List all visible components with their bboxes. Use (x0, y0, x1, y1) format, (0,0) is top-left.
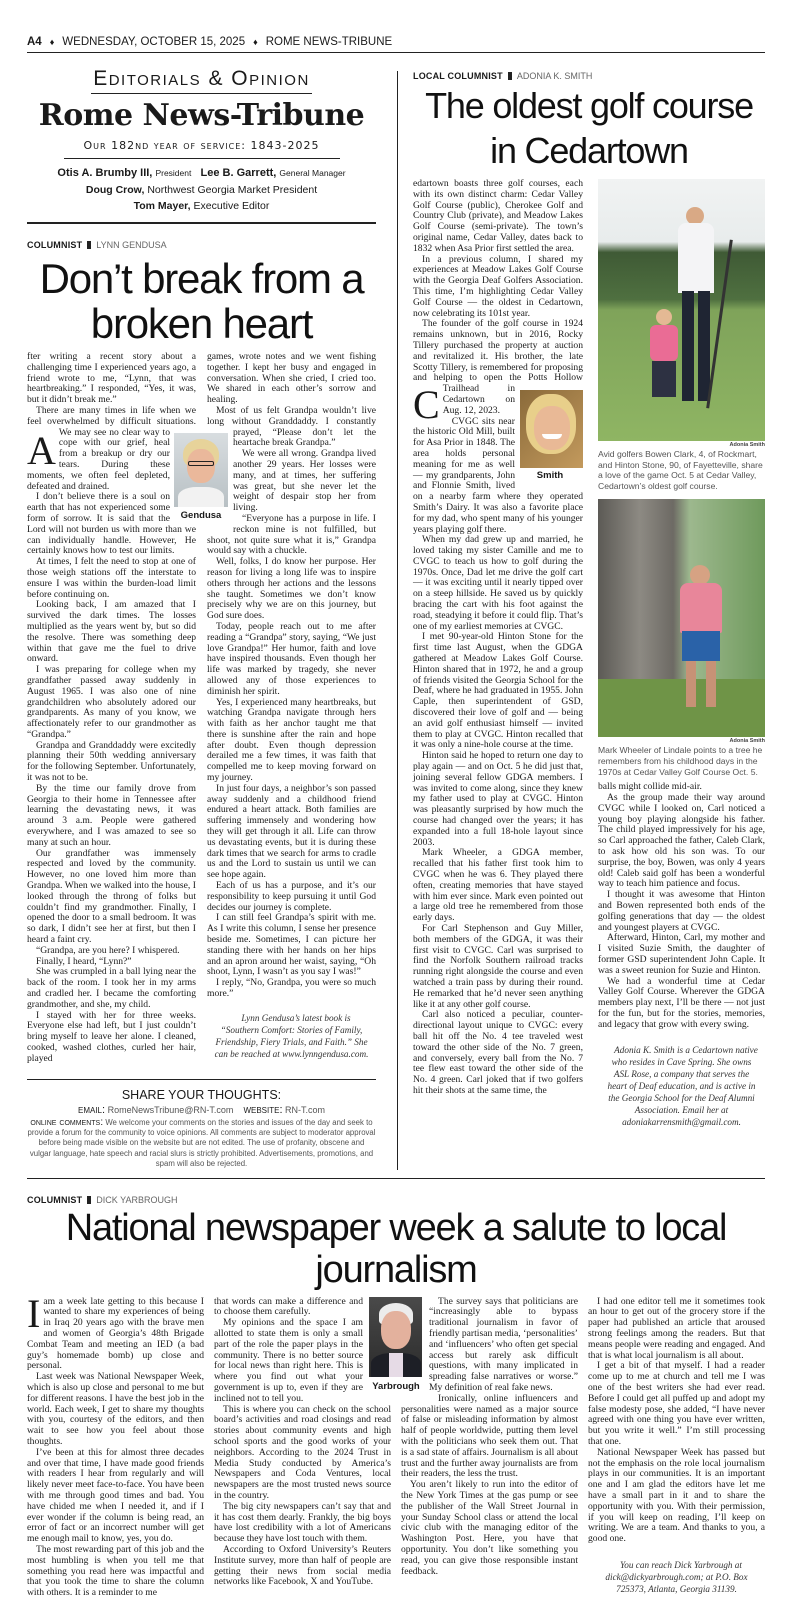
paragraph: Each of us has a purpose, and it’s our responsibility to keep pursuing it until God decides our journey is complete. (207, 880, 376, 913)
masthead (27, 67, 376, 212)
paragraph: balls might collide mid-air. (598, 781, 702, 793)
comments-label: online comments: (30, 1115, 104, 1128)
paragraph: am a week late getting to this because I wanted to share my experiences of being in Iraq 20 years ago with the brave men and women of Georgia’s 48th Brigade Combat Team and meeting an IED (a bad guy’s homemade bomb) up close and personal. (27, 1295, 204, 1372)
gendusa-headshot (174, 433, 228, 507)
paragraph: We were all wrong. Grandpa lived another 29 years. Her losses were many, and at times, her suffering was great, but she never let the weight of despair stop her from living. (233, 448, 376, 514)
paragraph: fter writing a recent story about a challenging time I experienced years ago, a friend wrote to me, “Lynn, that was heartbreaking.” I responded, “Yes, it was, but it didn’t break me.” (27, 351, 196, 406)
section-title: Editorials & Opinion (91, 67, 312, 94)
email-link[interactable]: RomeNewsTribune@RN-T.com (107, 1104, 234, 1115)
staff-title: President (155, 168, 192, 178)
paragraph: We had a wonderful time at Cedar Valley Golf Course. Wherever the GDGA members play next, I’ll be there — not just for the fun, but for the stories, memories, and legacy that grow with every swing. (598, 975, 765, 1030)
paragraph: Yes, I experienced many heartbreaks, but watching Grandpa navigate through hers with faith as her anchor taught me that there is sunshine after the rain and hope after doubt. Even though depression derailed me a few times, it was faith that compelled me to keep moving forward on my journey. (207, 696, 376, 784)
staff-name: Tom Mayer, (133, 200, 191, 212)
paragraph: According to Oxford University’s Reuters Institute survey, more than half of people are getting their news from social media networks like Facebook, X and YouTube. (214, 1543, 391, 1588)
left-section (27, 67, 376, 1170)
kicker-label: COLUMNIST (27, 1194, 83, 1205)
paragraph: In just four days, a neighbor’s son passed away suddenly and a childhood friend endured a heart attack. Both families are suffering immensely and wondering how they will get through it all. Life can throw us devastating events, but it is during these dark times that we search for arms to cradle us and the Lord to sustain us until we can see hope again. (207, 782, 376, 881)
comments-policy: We welcome your comments on the stories and issues of the day and seek to provide a forum for the community to voice opinions. All comments are subject to moderator approval before being made visible on the website but are not edited. The use of profanity, obscene and vulgar language, hate speech and racial slurs is strictly prohibited. Advertisements, promotions, and spam will also be rejected. (27, 1117, 376, 1169)
paragraph: that words can make a difference and to choose them carefully. (214, 1295, 363, 1318)
paragraph: Last week was National Newspaper Week, which is also up close and personal to me but for different reasons. I have the best job in the world. Each week, I get to share my thoughts with you, courtesy of the editors, and then wait to see how you feel about those thoughts. (27, 1371, 204, 1447)
author-name: LYNN GENDUSA (96, 240, 167, 250)
website-link[interactable]: RN-T.com (285, 1104, 326, 1115)
paragraph: I met 90-year-old Hinton Stone for the first time last August, when the GDGA gathered at Meadow Lakes Golf Course. Hinton shared that in 1972, he and a group of friends visited the Georgia School for the Deaf, where he had graduated in 1955. John Caple, then superintendent of GSD, discovered their love of golf and — being an avid golf enthusiast himself — invited them to play at CVGC. Hinton recalled that it was only a nine-hole course at the time. (413, 631, 583, 751)
paragraph: Looking back, I am amazed that I survived the dark times. The losses multiplied as the years went by, but so did the resolve. There was something deep within that gave me the fuel to drive onward. (27, 599, 196, 665)
photo-credit: Adonia Smith (729, 442, 765, 448)
paragraph: I reply, “No, Grandpa, you were so much more.” (207, 977, 376, 1000)
paper-name: ROME NEWS-TRIBUNE (265, 36, 393, 48)
paragraph: At times, I felt the need to stop at one of those weigh stations off the interstate to ensure I was within the burden-load limit before continuing on. (27, 556, 196, 600)
gendusa-kicker (27, 240, 376, 250)
yarbrough-body (27, 1290, 765, 1599)
paragraph: National Newspaper Week has passed but not the emphasis on the role local journalism plays in our communities. It is an important one and I am glad the editors have let me have a small part in it and to share the opportunity with you. With their permission, if you will keep on reading, I’ll keep on writing. We are a team. And thanks to you, a good one. (588, 1446, 765, 1545)
photo-caption: Mark Wheeler of Lindale points to a tree he remembers from his childhood days in the 1970s at Cedar Valley Golf Course Oct. 5. (598, 745, 763, 777)
paragraph: games, wrote notes and we went fishing together. I kept her busy and engaged in conversation. When she cried, I cried too. We shared in each other’s sorrow and healing. (207, 351, 376, 406)
website-label: website: (243, 1103, 283, 1116)
paragraph: I can still feel Grandpa’s spirit with me. As I write this column, I sense her presence beside me. Sometimes, I can picture her standing there with her hands on her hips and an apron around her waist, saying, “Oh shoot, Lynn, I wasn’t as you say I was!” (207, 912, 376, 978)
paragraph: I’ve been at this for almost three decades and over that time, I have made good friends with readers I hear from regularly and will likely never meet face-to-face. You have been with me through good times and bad. You have chided me when I needed it, and if I ever wonder if the column is being read, an error of fact or an incorrect number will get me enough mail to know, yes, you do. (27, 1446, 204, 1545)
headline-line: The oldest golf course (425, 85, 753, 126)
page-number: A4 (27, 36, 42, 48)
paragraph: For Carl Stephenson and Guy Miller, both members of the GDGA, it was their first visit to CVGC. Carl was surprised to find the Norfolk Southern railroad tracks running right alongside the course and even watched a train pass by during their round. He remarked that he’d never seen anything like it at any other golf course. (413, 922, 583, 1010)
separator: ♦ (253, 37, 258, 47)
headline-line: in Cedartown (490, 130, 688, 171)
gendusa-body (27, 352, 376, 1065)
paragraph: By the time our family drove from Georgia to their home in Tennessee after learning the devastating news, it was around 3 a.m. People were gathered everywhere, and I was amazed to see so many at such an hour. (27, 782, 196, 848)
share-title: SHARE YOUR THOUGHTS: (121, 1087, 282, 1102)
paragraph: The most rewarding part of this job and the most humbling is when you tell me that something you read here was impactful and that you took the time to share the column with others. It is a reminder to me (27, 1543, 204, 1599)
staff-title: Northwest Georgia Market President (147, 184, 318, 196)
smith-body (413, 179, 765, 1128)
paragraph: I thought it was awesome that Hinton and Bowen represented both ends of the golfing generations that day — the oldest and youngest players at CVGC. (598, 889, 765, 933)
share-thoughts-box (27, 1079, 376, 1170)
paragraph: “Grandpa, are you here? I whispered. (36, 944, 180, 956)
paragraph: “Everyone has a purpose in life. I reckon mine is not fulfilled, but shoot, not quite sure what it is,” Grandpa would say with a chuckle. (207, 512, 376, 557)
paragraph: The founder of the golf course in 1924 remains unknown, but in 2016, Rocky Tillery purchased the property at auction and revitalized it. His brother, the late Scotty Tillery, is remembered for proposing and helping to open the Potts Hollow Trailhead in Cedartown on Aug. 12, 2023. (413, 318, 583, 416)
gendusa-column-2 (207, 352, 376, 1065)
paragraph: edartown boasts three golf courses, each with its own distinct charm: Cedar Valley Golf Course (public), Cherokee Golf and Country Club (private), and Meadow Lakes Golf Course (semi-private). The town’s original name, Cedar Valley, dates back to 1832 when Asa Prior first settled the area. (413, 178, 583, 254)
drop-cap: I (27, 1290, 41, 1336)
paragraph: As the group made their way around CVGC while I looked on, Carl noticed a young boy playing alongside his father. The child played impressively for his age, so Carl approached the father, Caleb Clark, to ask how old his son was. To our surprise, the boy, Bowen, was only 4 years old! Caleb said golf has been a wonderful way to teach him patience and focus. (598, 791, 765, 890)
paragraph: There are many times in life when we feel overwhelmed by difficult situations. We may see no clear way to cope with our grief, heal from a breakup or dry our tears. During these moments, we often feel depleted, defeated and drained. (27, 404, 196, 492)
paragraph: Well, folks, I do know her purpose. Her reason for living a long life was to inspire others through her actions and the lessons she taught. Sometimes we don’t know precisely why we are on this journey, but God sure does. (207, 556, 376, 622)
yarbrough-column-3 (401, 1297, 578, 1599)
smith-column-2 (598, 782, 765, 1128)
kicker-label: LOCAL COLUMNIST (413, 71, 503, 81)
author-bio: You can reach Dick Yarbrough at dick@dickyarbrough.com; at P.O. Box 725373, Atlanta, Georgia 31139. (605, 1559, 748, 1594)
drop-cap: C (413, 382, 440, 427)
paragraph: My opinions and the space I am allotted to state them is only a small part of the role the paper plays in the community. There is no better source for local news than right here. This is where you find out what your government is up to, even if they are inclined not to tell you. (214, 1317, 363, 1404)
paragraph: Most of us felt Grandpa wouldn’t live long without Granddaddy. I constantly prayed, “Please don’t let the heartache break Grandpa.” (207, 404, 376, 449)
staff-name: Lee B. Garrett, (200, 167, 277, 179)
author-bio: Lynn Gendusa’s latest book is “Southern Comfort: Stories of Family, Friendship, Fiery Trials, and Faith.” She can be reached at www.lynngendusa.com. (214, 1012, 369, 1059)
paragraph: Our grandfather was immensely respected and loved by the community. However, no one loved him more than Grandpa. When we walked into the house, I looked through the throng of folks but couldn’t find my grandmother. Finally, I opened the door to a small bedroom. It was so dark, I didn’t see her at first, but then I heard a faint cry. (27, 847, 196, 946)
photo-caption: Gendusa (180, 510, 222, 521)
paragraph: I get a bit of that myself. I had a reader come up to me at church and tell me I was one of the best writers she had ever read. Before I could get all puffed up and adopt my false modesty pose, she added, “I have never agreed with one thing you have ever written, but you write it well.” I’m still processing that one. (588, 1360, 765, 1447)
photo-credit: Adonia Smith (729, 738, 765, 745)
paragraph: Afterward, Hinton, Carl, my mother and I visited Suzie Smith, the daughter of former GSD superintendent John Caple. It was a sweet reunion for Suzie and Hinton. (598, 932, 765, 976)
separator: ♦ (49, 37, 55, 47)
paragraph: Today, people reach out to me after reading a “Grandpa” story, saying, “We just love Grandpa!” Her humor, faith and love have inspired thousands. Even though her life was marked by tragedy, she never allowed any of those experiences to diminish her spirit. (207, 620, 376, 697)
staff-title: Executive Editor (193, 200, 270, 212)
golfers-photo (598, 179, 765, 441)
paragraph: I had one editor tell me it sometimes took an hour to get out of the grocery store if the paper had published an article that aroused strong feelings among the readers. But that means people were reading and engaged. And that is what local journalism is all about. (588, 1295, 765, 1361)
paragraph: The big city newspapers can’t say that and it has cost them dearly. Frankly, the big boys have lost credibility with a lot of Americans because they have lost touch with them. (214, 1500, 391, 1545)
paragraph: She was crumpled in a ball lying near the back of the room. I took her in my arms and cradled her. I became the comforting grandmother, and she, my child. (27, 966, 196, 1010)
smith-kicker (413, 71, 765, 81)
paragraph: I don’t believe there is a soul on earth that has not experienced some form of sorrow. It is said that the Lord will not burden us with more than we can individually handle. However, He certainly knows how to test our limits. (27, 491, 196, 557)
kicker-bar (87, 241, 91, 249)
smith-headshot (520, 390, 583, 468)
smith-column-1 (413, 179, 583, 1128)
yarbrough-column-4 (588, 1297, 765, 1599)
photo-caption: Yarbrough (372, 1380, 420, 1392)
paragraph: Hinton said he hoped to return one day to play again — and on Oct. 5 he did just that, joining several fellow GDGA members. I was invited to come along, since they knew my father used to play at CVGC. Hinton was pleasantly surprised by how much the course had changed over the years; it has expanded into a full 18-hole layout since 2003. (413, 750, 583, 848)
smith-headline (413, 83, 765, 173)
kicker-bar (87, 1196, 91, 1204)
headline-line: broken heart (90, 300, 313, 347)
photo-caption: Smith (536, 470, 564, 481)
yarbrough-headline: National newspaper week a salute to local journalism (65, 1206, 727, 1291)
paragraph: The survey says that politicians are “increasingly able to bypass traditional journalism in favor of friendly partisan media, ‘personalities’ and ‘influencers’ who often get special access but rarely ask difficult questions, with many implicated in spreading false narratives or worse.” My definition of real fake news. (429, 1295, 578, 1393)
paper-logo: Rome News-Tribune (38, 98, 365, 133)
photo-caption: Avid golfers Bowen Clark, 4, of Rockmart, and Hinton Stone, 90, of Fayetteville, share a love of the game Oct. 5 at Cedar Valley, Cedartown’s oldest golf course. (598, 449, 763, 491)
kicker-bar (508, 72, 512, 80)
yarbrough-kicker (27, 1195, 765, 1205)
staff-name: Doug Crow, (85, 184, 145, 196)
smith-column-2-wrap (598, 179, 765, 1128)
paragraph: Grandpa and Granddaddy were excitedly planning their 50th wedding anniversary for the following September. Unfortunately, it was not to be. (27, 739, 196, 784)
paragraph: This is where you can check on the school board’s activities and road closings and read stories about community events and high school sports and the good works of your neighbors. According to the 2024 Trust in Media Study conducted by America’s Newspapers and Coda Ventures, local newspapers are the most trusted news source in the country. (214, 1403, 391, 1501)
paragraph: Carl also noticed a peculiar, counter-directional layout unique to CVGC: every ball hit off the No. 4 tee traveled west toward the other side of the No. 7 green, and conversely, every ball from the No. 7 tee flew east toward the other side of the No. 4 green. Carl joked that if two golfers hit their shots at the same time, the (413, 1009, 583, 1096)
kicker-label: COLUMNIST (27, 240, 83, 250)
paragraph: When my dad grew up and married, he loved taking my sister Camille and me to CVGC to teach us how to golf during the 1970s. Once, Dad let me drive the golf cart — it was exciting until it nearly tipped over on a steep hillside. He saved us by quickly bracing the cart with his foot against the road, steadying it before it could flip. That’s one of my earliest memories at CVGC. (413, 534, 583, 632)
staff-title: General Manager (279, 168, 346, 178)
gendusa-column-1 (27, 352, 196, 1065)
paragraph: Finally, I heard, “Lynn?” (36, 955, 132, 967)
author-name: ADONIA K. SMITH (516, 71, 593, 81)
staff-name: Otis A. Brumby III, (57, 167, 153, 179)
headline-line: Don’t break from a (39, 255, 364, 302)
author-bio: Adonia K. Smith is a Cedartown native who resides in Cave Spring. She owns ASL Rose, a company that serves the heart of Deaf education, and is active in the Georgia School for the Deaf Alumni Association. Email her at adoniakarrensmith@gmail.com. (607, 1045, 758, 1128)
tree-photo (598, 499, 765, 737)
gendusa-headline (27, 256, 376, 346)
paragraph: Ironically, online influencers and personalities were named as a major source of false or misleading information by almost half of people worldwide, putting them level with the politicians who seek them out. That is a sad state of affairs. Journalism is all about trust and the further away journalists are from their readers, the less the trust. (401, 1392, 578, 1480)
yarbrough-column-2 (214, 1297, 391, 1599)
paragraph: I was preparing for college when my grandfather passed away suddenly in August 1965. I was also one of nine grandchildren who absolutely adored our grandparents. As many of you know, we affectionately refer to our grandmother as “Grandpa.” (27, 664, 196, 740)
paragraph: CVGC sits near the historic Old Mill, built for Asa Prior in 1848. The area holds personal meaning for me as well — my grandparents, John and Flonnie Smith, lived on a nearby farm where they operated Smith’s Dairy. It was also a favorite place for my dad, who spent many of his younger years playing golf there. (413, 415, 583, 535)
paragraph: Mark Wheeler, a GDGA member, recalled that his father first took him to CVGC when he was 6. They played there often, creating memories that have stayed with him ever since. Mark even pointed out a large old tree he remembered from those early days. (413, 847, 583, 924)
tagline: Our 182nd year of service: 1843-2025 (83, 139, 320, 152)
paragraph: I stayed with her for three weeks. Everyone else had left, but I just couldn’t bring myself to leave her alone. I cleaned, cooked, washed clothes, curled her hair, played (27, 1009, 196, 1064)
drop-cap: A (27, 428, 56, 473)
right-section (397, 71, 765, 1170)
author-name: DICK YARBROUGH (96, 1194, 178, 1205)
masthead-rule (27, 222, 376, 224)
page-header (27, 36, 765, 53)
page-date: WEDNESDAY, OCTOBER 15, 2025 (62, 36, 246, 48)
email-label: email: (77, 1103, 106, 1116)
paragraph: In a previous column, I shared my experiences at Meadow Lakes Golf Course with the Georgia Deaf Golfers Association. This time, I’m highlighting Cedar Valley Golf Course — the oldest in Cedartown, now celebrating its 101st year. (413, 253, 583, 319)
section-rule (27, 1178, 765, 1179)
yarbrough-headshot (369, 1297, 422, 1377)
yarbrough-column-1 (27, 1290, 204, 1599)
paragraph: You aren’t likely to run into the editor of the New York Times at the gas pump or see the publisher of the Wall Street Journal in your Sunday School class or attend the local civic club with the managing editor of the Washington Post. Here, you have that opportunity. You don’t like something you read, you can give those responsible instant feedback. (401, 1479, 578, 1577)
